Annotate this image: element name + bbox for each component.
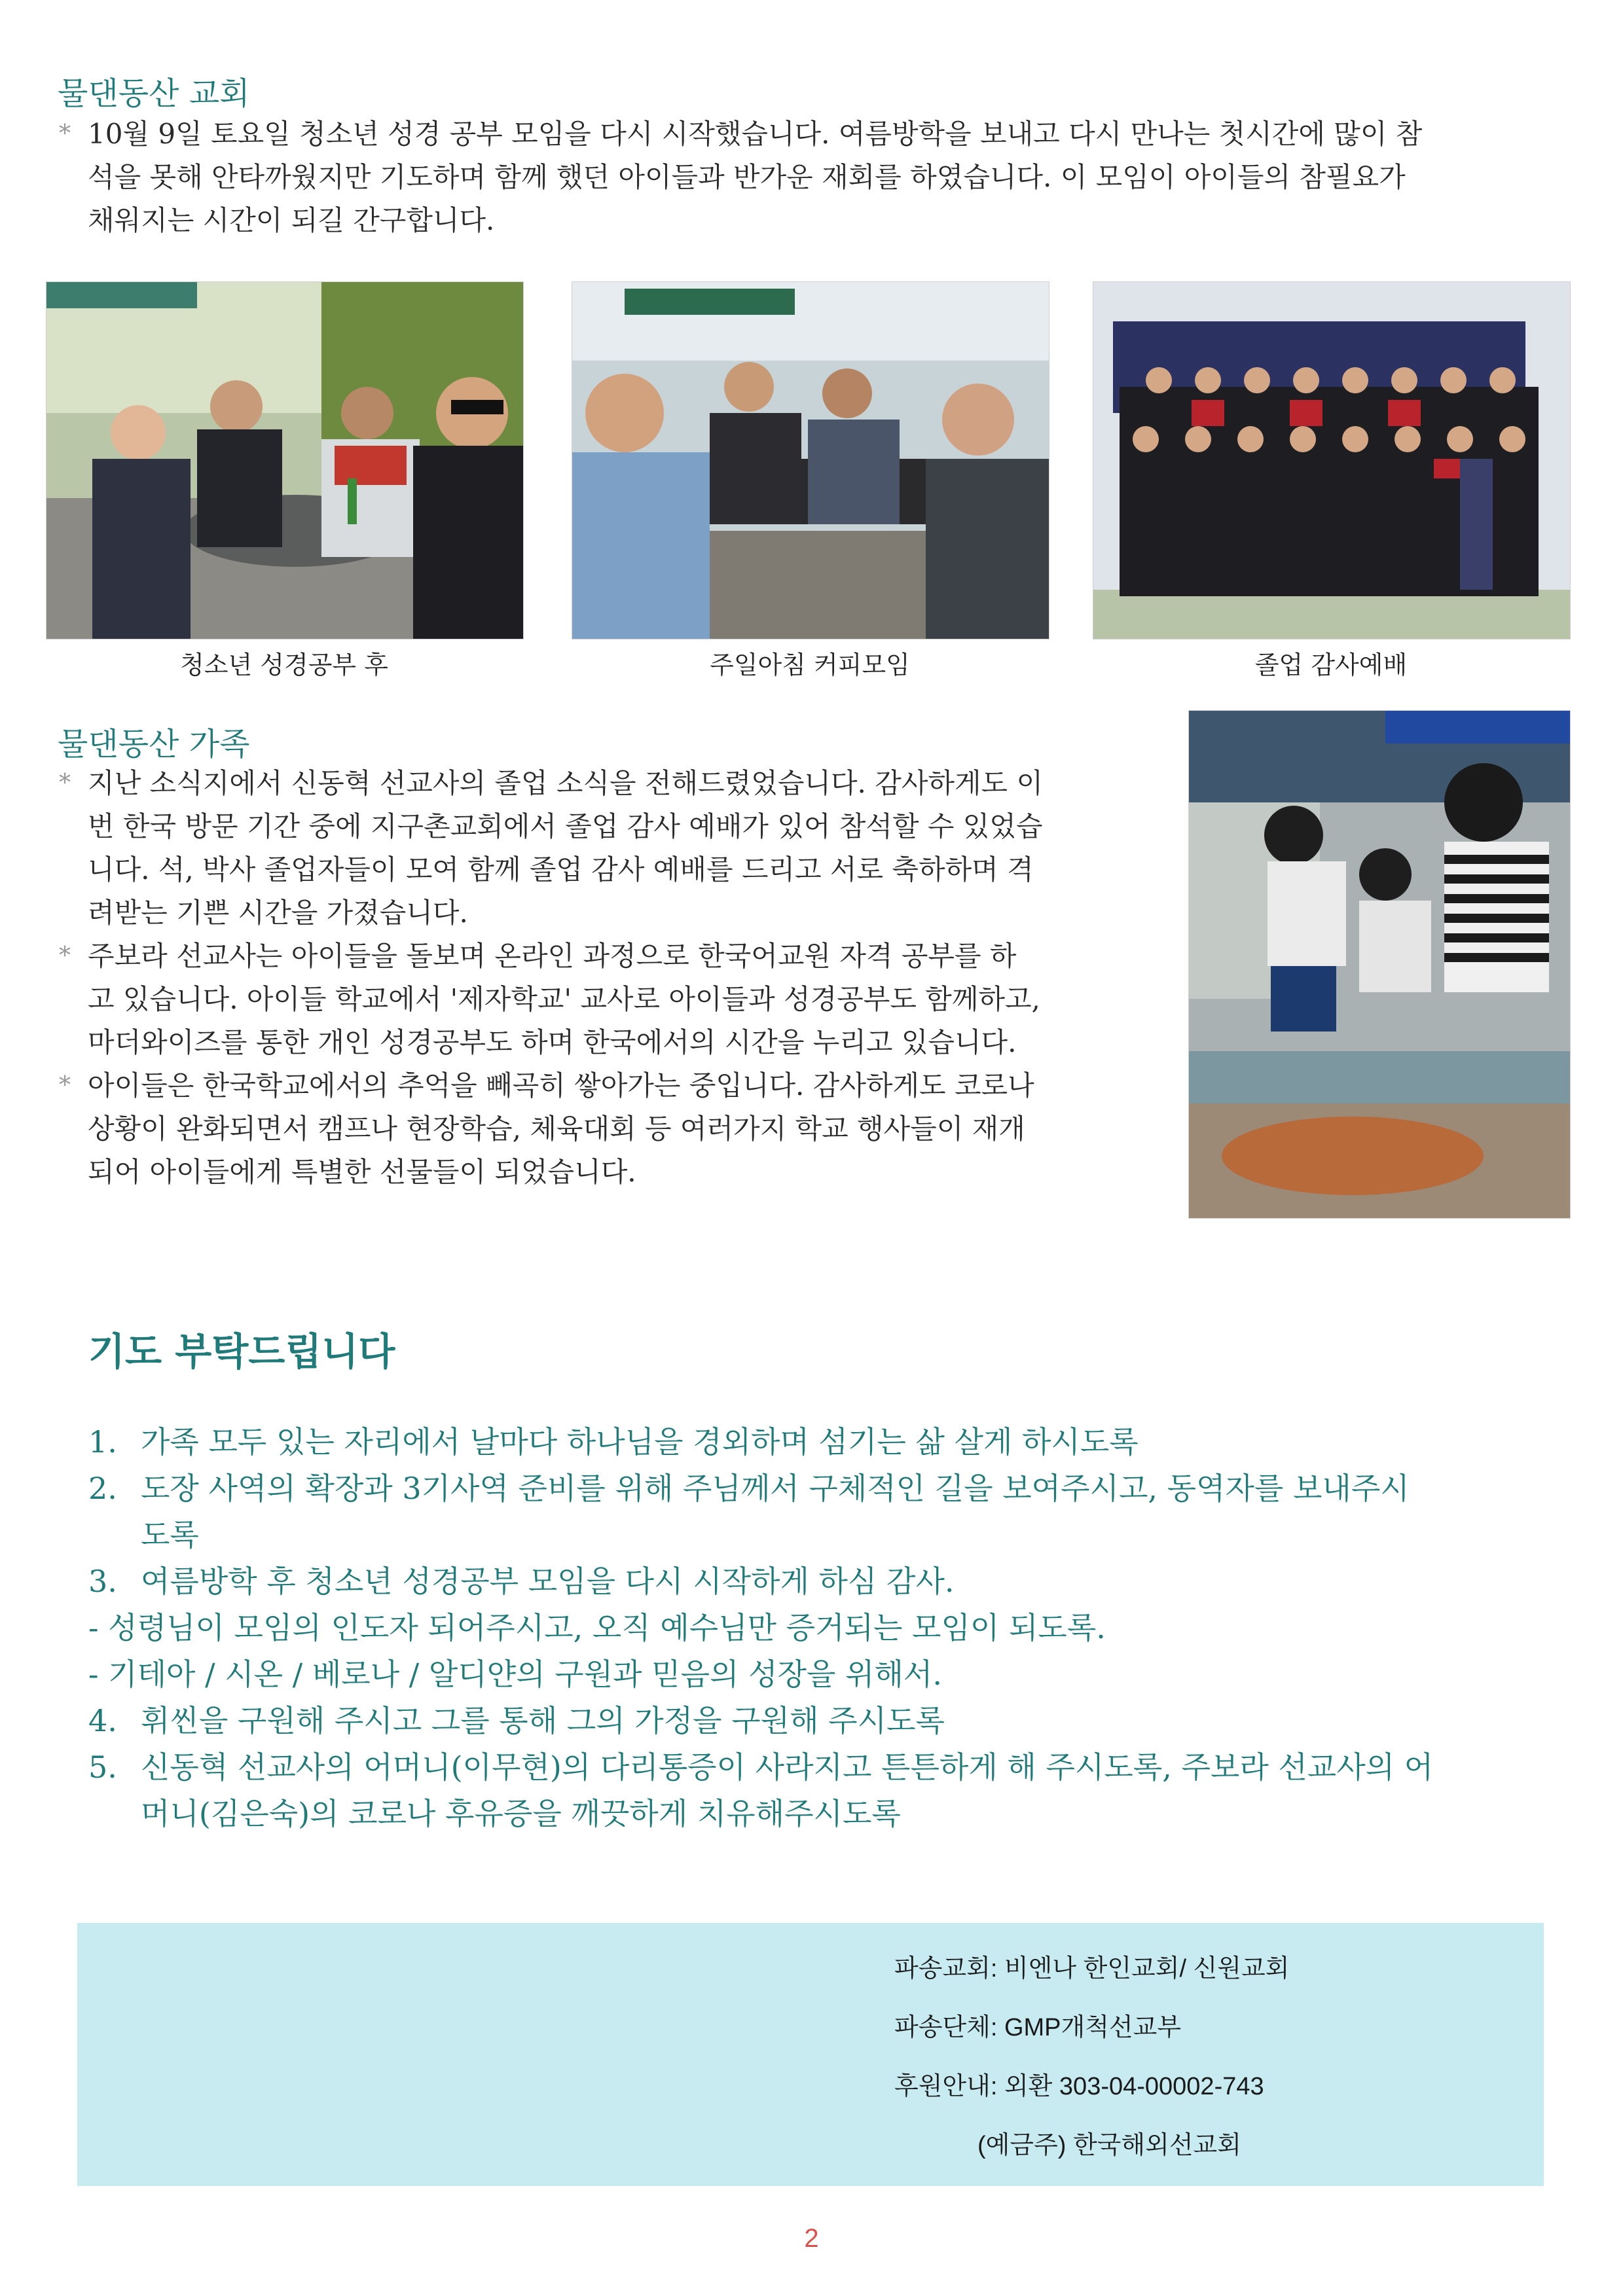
bullet-star-icon: * (59, 942, 71, 969)
bullet-line: 번 한국 방문 기간 중에 지구촌교회에서 졸업 감사 예배가 있어 참석할 수 있었습 (88, 810, 1043, 842)
photo-youth-bible-study (46, 281, 524, 639)
church-bullet-1 (59, 113, 1525, 242)
prayer-line: 성령님이 모임의 인도자 되어주시고, 오직 예수님만 증거되는 모임이 되도록. (108, 1610, 1106, 1645)
bullet-line: 니다. 석, 박사 졸업자들이 모여 함께 졸업 감사 예배를 드리고 서로 축하하며 격 (88, 853, 1034, 886)
prayer-dash: - (88, 1657, 99, 1692)
prayer-item-number: 3. (88, 1564, 117, 1599)
bullet-star-icon: * (59, 770, 71, 797)
bullet-line: 지난 소식지에서 신동혁 선교사의 졸업 소식을 전해드렸었습니다. 감사하게도 이 (88, 767, 1044, 799)
bullet-line: 되어 아이들에게 특별한 선물들이 되었습니다. (88, 1156, 636, 1188)
bullet-star-icon: * (59, 1072, 71, 1099)
bullet-line: 10월 9일 토요일 청소년 성경 공부 모임을 다시 시작했습니다. 여름방학을 보내고 다시 만나는 첫시간에 많이 참 (88, 118, 1423, 150)
bullet-line: 석을 못해 안타까웠지만 기도하며 함께 했던 아이들과 반가운 재회를 하였습니다. 이 모임이 아이들의 참필요가 (88, 161, 1406, 193)
prayer-line: 신동혁 선교사의 어머니(이무현)의 다리통증이 사라지고 튼튼하게 해 주시도록, 주보라 선교사의 어 (141, 1749, 1434, 1785)
family-section-title: 물댄동산 가족 (58, 726, 250, 762)
bullet-line: 채워지는 시간이 되길 간구합니다. (88, 204, 495, 236)
page-number: 2 (804, 2224, 819, 2253)
prayer-line: 휘씬을 구원해 주시고 그를 통해 그의 가정을 구원해 주시도록 (141, 1703, 945, 1738)
bullet-line: 상황이 완화되면서 캠프나 현장학습, 체육대회 등 여러가지 학교 행사들이 재개 (88, 1113, 1025, 1145)
photo-caption-2: 주일아침 커피모임 (710, 651, 910, 679)
family-bullet-1 (59, 762, 1159, 935)
bullet-line: 주보라 선교사는 아이들을 돌보며 온라인 과정으로 한국어교원 자격 공부를 하 (88, 940, 1017, 972)
prayer-line: 머니(김은숙)의 코로나 후유증을 깨끗하게 치유해주시도록 (141, 1796, 901, 1831)
prayer-item-number: 5. (88, 1749, 117, 1785)
bullet-line: 마더와이즈를 통한 개인 성경공부도 하며 한국에서의 시간을 누리고 있습니다. (88, 1026, 1017, 1058)
prayer-dash: - (88, 1610, 99, 1645)
church-section-title: 물댄동산 교회 (58, 75, 250, 112)
prayer-line: 여름방학 후 청소년 성경공부 모임을 다시 시작하게 하심 감사. (141, 1564, 955, 1599)
bullet-line: 아이들은 한국학교에서의 추억을 빼곡히 쌓아가는 중입니다. 감사하게도 코로나 (88, 1069, 1034, 1102)
bullet-line: 려받는 기쁜 시간을 가졌습니다. (88, 897, 468, 929)
photo-graduation-service (1093, 281, 1571, 639)
bullet-line: 고 있습니다. 아이들 학교에서 '제자학교' 교사로 아이들과 성경공부도 함께하고, (88, 983, 1040, 1015)
prayer-list (88, 1419, 1548, 1837)
prayer-item-number: 2. (88, 1471, 117, 1506)
family-bullets (59, 762, 1159, 1194)
prayer-item-2 (88, 1465, 1548, 1558)
photo-caption-3: 졸업 감사예배 (1254, 651, 1408, 679)
prayer-item-5 (88, 1744, 1548, 1837)
sending-church: 파송교회: 비엔나 한인교회/ 신원교회 (894, 1955, 1290, 1982)
prayer-item-number: 1. (88, 1424, 117, 1460)
prayer-line: 도록 (141, 1517, 199, 1552)
photo-caption-1: 청소년 성경공부 후 (180, 651, 388, 679)
photo-children-market (1188, 710, 1571, 1219)
account-holder: (예금주) 한국해외선교회 (977, 2132, 1241, 2159)
church-bullets (59, 113, 1525, 242)
prayer-item-3 (88, 1558, 1548, 1605)
prayer-line: 기테아 / 시온 / 베로나 / 알디얀의 구원과 믿음의 성장을 위해서. (108, 1657, 942, 1692)
family-bullet-2 (59, 935, 1159, 1064)
prayer-section-title: 기도 부탁드립니다 (88, 1329, 395, 1374)
prayer-item-number: 4. (88, 1703, 117, 1738)
prayer-line: 가족 모두 있는 자리에서 날마다 하나님을 경외하며 섬기는 삶 살게 하시도록 (141, 1424, 1139, 1460)
sending-organization: 파송단체: GMP개척선교부 (894, 2014, 1182, 2041)
prayer-subitem-2 (88, 1651, 1548, 1698)
prayer-subitem-1 (88, 1605, 1548, 1651)
family-bullet-3 (59, 1064, 1159, 1194)
support-account: 후원안내: 외환 303-04-00002-743 (894, 2073, 1264, 2100)
sending-info-box (77, 1923, 1544, 2186)
prayer-line: 도장 사역의 확장과 3기사역 준비를 위해 주님께서 구체적인 길을 보여주시고, 동역자를 보내주시 (141, 1471, 1410, 1506)
photo-sunday-coffee (572, 281, 1049, 639)
prayer-item-4 (88, 1698, 1548, 1744)
bullet-star-icon: * (59, 120, 71, 147)
prayer-item-1 (88, 1419, 1548, 1465)
